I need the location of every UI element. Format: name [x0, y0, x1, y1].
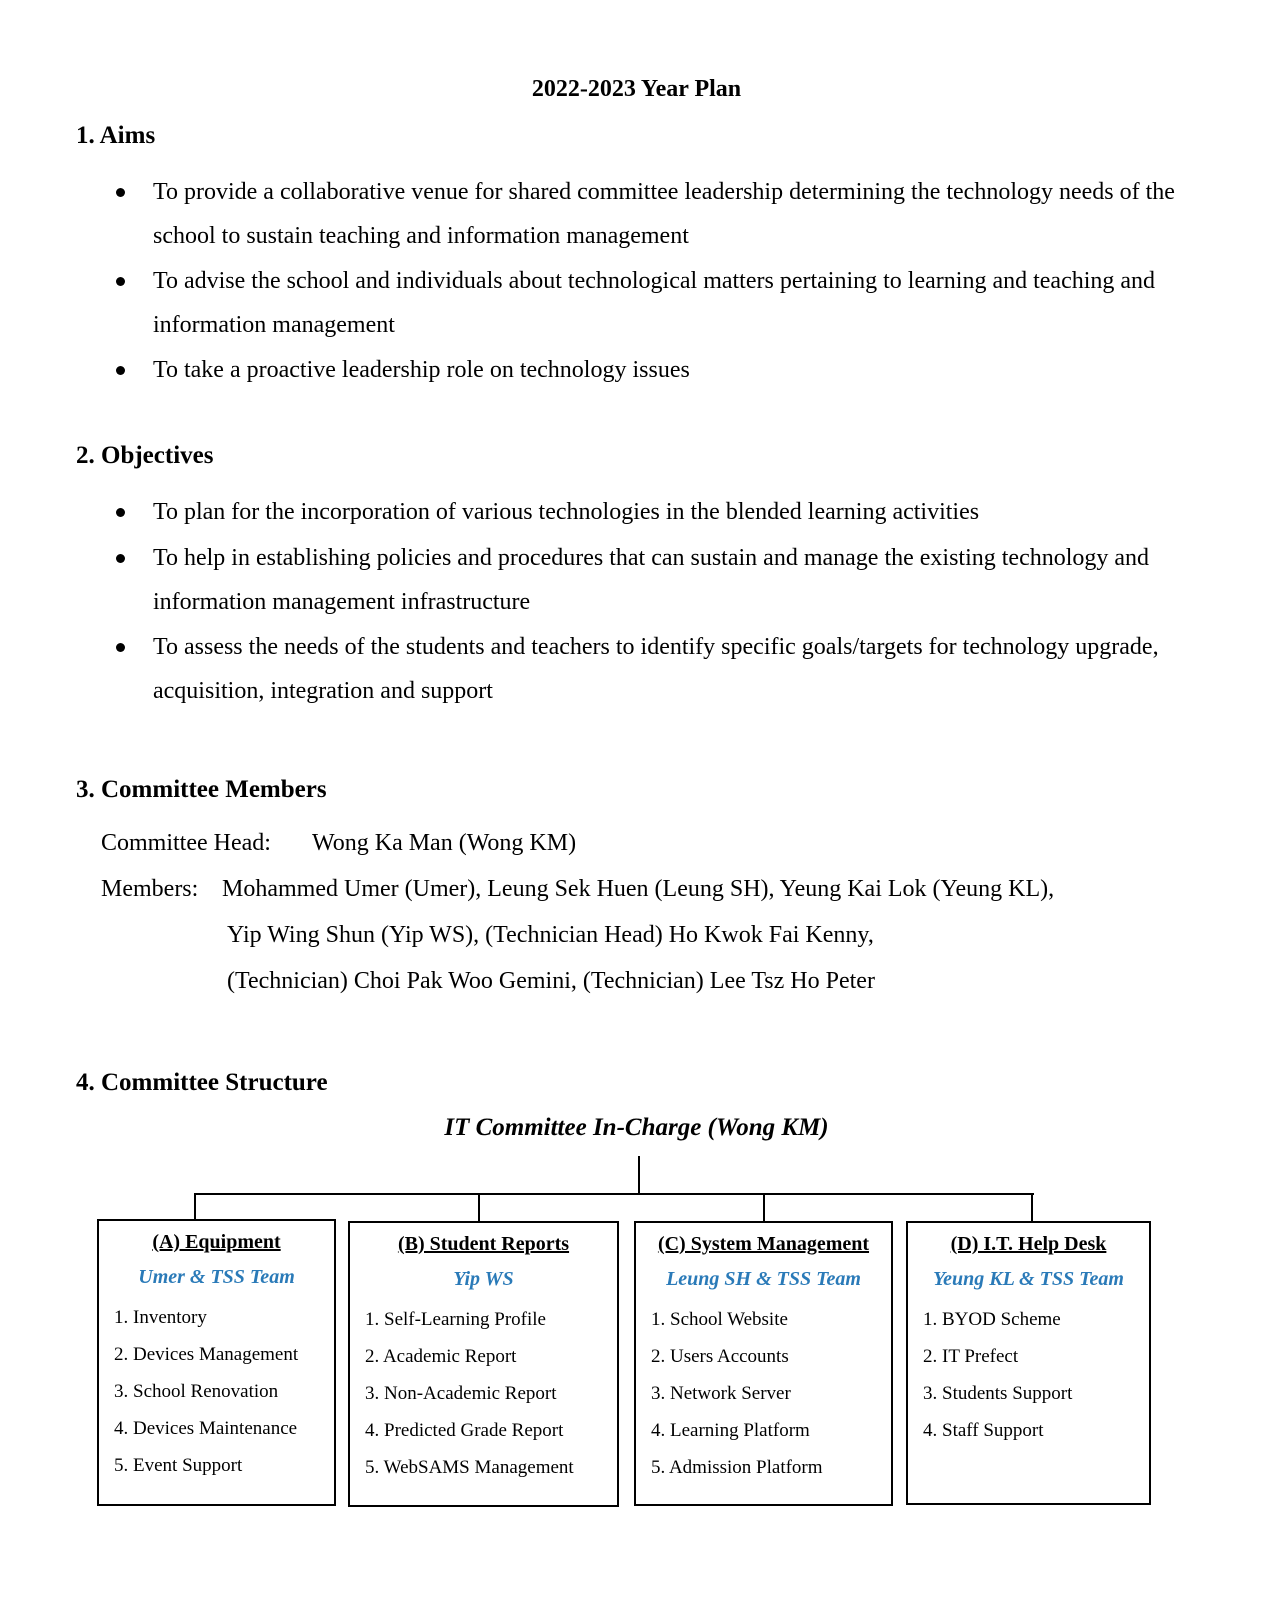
org-box-owner: Yeung KL & TSS Team [933, 1268, 1124, 1290]
connector-line [194, 1193, 196, 1220]
list-item: 3. School Renovation [114, 1381, 279, 1402]
members-line: Yip Wing Shun (Yip WS), (Technician Head) Ho Kwok Fai Kenny, [227, 922, 874, 948]
aims-heading: 1. Aims [76, 122, 156, 149]
page-title: 2022-2023 Year Plan [531, 76, 742, 102]
list-item: 2. Devices Management [114, 1344, 299, 1365]
list-item: 4. Predicted Grade Report [365, 1420, 564, 1441]
list-item: 1. Inventory [114, 1307, 207, 1328]
aims-item: To provide a collaborative venue for shared committee leadership determining the technology needs of the school to sustain teaching and information management [153, 179, 1175, 249]
list-item: 2. IT Prefect [923, 1346, 1019, 1367]
org-box-title: (B) Student Reports [397, 1233, 570, 1255]
bullet-icon [116, 508, 125, 517]
bullet-icon [116, 554, 125, 563]
committee-head-label: Committee Head: [101, 830, 271, 856]
org-box-system-management [634, 1221, 893, 1506]
list-item: 2. Academic Report [365, 1346, 517, 1367]
members-line: Mohammed Umer (Umer), Leung Sek Huen (Leung SH), Yeung Kai Lok (Yeung KL), [222, 876, 1055, 902]
members-line: (Technician) Choi Pak Woo Gemini, (Technician) Lee Tsz Ho Peter [227, 968, 875, 994]
org-box-owner: Umer & TSS Team [138, 1266, 295, 1288]
org-box-list [908, 1301, 1149, 1449]
committee-head-name: Wong Ka Man (Wong KM) [312, 830, 577, 856]
aims-item: To advise the school and individuals about technological matters pertaining to learning and teaching and information management [153, 268, 1156, 338]
list-item: 5. Admission Platform [651, 1457, 823, 1478]
aims-item: To take a proactive leadership role on technology issues [153, 357, 690, 383]
list-item: 1. School Website [651, 1309, 788, 1330]
list-item: 2. Users Accounts [651, 1346, 789, 1367]
connector-line [638, 1156, 640, 1194]
list-item: 1. BYOD Scheme [923, 1309, 1061, 1330]
list-item: 4. Staff Support [923, 1420, 1044, 1441]
list-item: 5. Event Support [114, 1455, 243, 1476]
connector-line [478, 1193, 480, 1222]
org-box-owner: Yip WS [453, 1268, 514, 1290]
org-box-title: (C) System Management [657, 1233, 870, 1255]
connector-line [194, 1193, 1034, 1195]
members-label: Members: [101, 876, 199, 902]
objectives-item: To help in establishing policies and procedures that can sustain and manage the existing technology and information management infrastructure [153, 545, 1150, 615]
org-chart-root: IT Committee In-Charge (Wong KM) [444, 1114, 829, 1141]
org-box-student-reports [348, 1221, 619, 1507]
objectives-item: To assess the needs of the students and teachers to identify specific goals/targets for technology upgrade, acquisition, integration and support [153, 634, 1159, 704]
bullet-icon [116, 188, 125, 197]
org-box-title: (A) Equipment [152, 1231, 281, 1253]
list-item: 3. Students Support [923, 1383, 1073, 1404]
list-item: 5. WebSAMS Management [365, 1457, 574, 1478]
bullet-icon [116, 277, 125, 286]
list-item: 1. Self-Learning Profile [365, 1309, 546, 1330]
org-box-list [350, 1301, 617, 1486]
members-heading: 3. Committee Members [76, 776, 327, 803]
org-box-owner: Leung SH & TSS Team [666, 1268, 861, 1290]
connector-line [763, 1193, 765, 1222]
objectives-item: To plan for the incorporation of various technologies in the blended learning activities [153, 499, 980, 525]
list-item: 4. Learning Platform [651, 1420, 810, 1441]
org-box-help-desk [906, 1221, 1151, 1505]
bullet-icon [116, 643, 125, 652]
list-item: 3. Non-Academic Report [365, 1383, 557, 1404]
structure-heading: 4. Committee Structure [76, 1069, 328, 1096]
list-item: 3. Network Server [651, 1383, 791, 1404]
org-box-list [636, 1301, 891, 1486]
org-box-equipment [97, 1219, 336, 1506]
bullet-icon [116, 366, 125, 375]
org-box-title: (D) I.T. Help Desk [950, 1233, 1107, 1255]
list-item: 4. Devices Maintenance [114, 1418, 298, 1439]
objectives-heading: 2. Objectives [76, 442, 214, 469]
org-box-list [99, 1299, 334, 1484]
connector-line [1031, 1193, 1033, 1222]
